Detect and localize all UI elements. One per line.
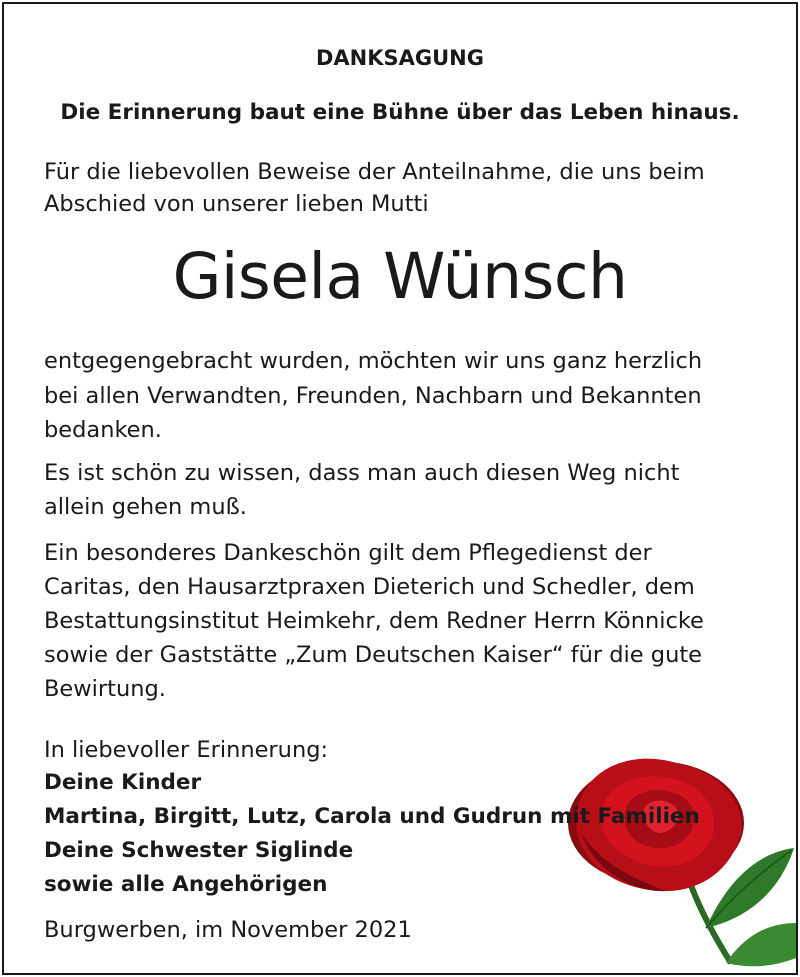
paragraph2-line-1: Es ist schön zu wissen, dass man auch diesen Weg nicht [44, 460, 680, 486]
red-rose-image [556, 753, 796, 973]
paragraph3-line-2: Caritas, den Hausarztpraxen Dieterich und Schedler, dem [44, 574, 695, 600]
signatory-line-1: Deine Kinder [44, 770, 202, 795]
signatory-line-2: Martina, Birgitt, Lutz, Carola und Gudrun mit Familien [44, 804, 700, 829]
paragraph1-line-2: bei allen Verwandten, Freunden, Nachbarn und Bekannten [44, 383, 702, 409]
paragraph3-line-4: sowie der Gaststätte „Zum Deutschen Kaiser“ für die gute [44, 642, 703, 668]
paragraph1-line-3: bedanken. [44, 417, 162, 443]
intro-line-2: Abschied von unserer lieben Mutti [44, 191, 429, 217]
deceased-name: Gisela Wünsch [172, 240, 628, 313]
closing-intro: In liebevoller Erinnerung: [44, 737, 329, 763]
signatory-line-4: sowie alle Angehörigen [44, 872, 328, 897]
heading: DANKSAGUNG [315, 46, 484, 70]
motto: Die Erinnerung baut eine Bühne über das Leben hinaus. [60, 100, 740, 125]
place-date: Burgwerben, im November 2021 [44, 917, 412, 943]
paragraph3-line-5: Bewirtung. [44, 676, 166, 702]
signatory-line-3: Deine Schwester Siglinde [44, 838, 354, 863]
obituary-notice [2, 2, 798, 975]
paragraph1-line-1: entgegengebracht wurden, möchten wir uns ganz herzlich [44, 348, 703, 374]
paragraph3-line-3: Bestattungsinstitut Heimkehr, dem Redner Herrn Könnicke [44, 608, 704, 634]
paragraph3-line-1: Ein besonderes Dankeschön gilt dem Pflegedienst der [44, 540, 652, 566]
intro-line-1: Für die liebevollen Beweise der Anteilnahme, die uns beim [44, 159, 705, 185]
paragraph2-line-2: allein gehen muß. [44, 494, 247, 520]
